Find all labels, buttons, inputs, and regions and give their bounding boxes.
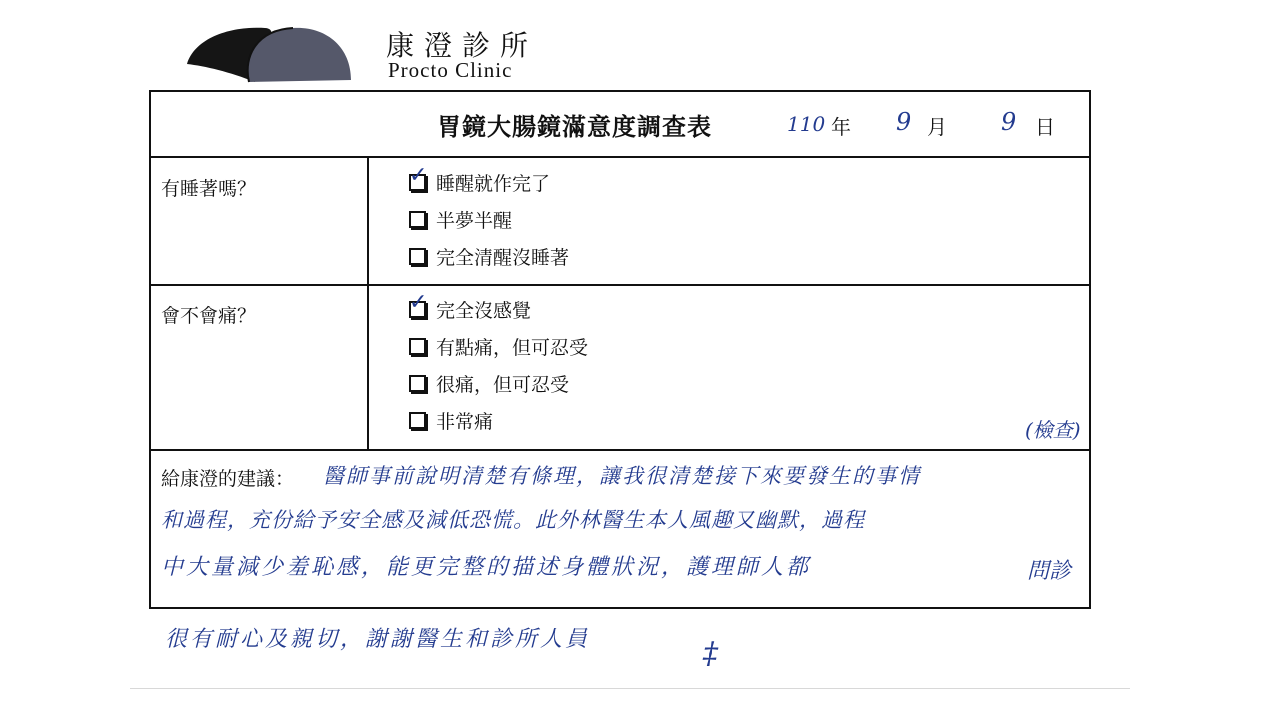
option-pain-slight[interactable] bbox=[409, 336, 588, 360]
advice-text-line: 和過程，充份給予安全感及減低恐慌。此外林醫生本人風趣又幽默，過程 bbox=[161, 508, 865, 532]
form-title-row bbox=[151, 92, 1089, 156]
handwritten-insertion: 問診 bbox=[1027, 559, 1072, 584]
option-sleep-asleep[interactable] bbox=[409, 163, 551, 196]
clinic-name-english: Procto Clinic bbox=[388, 58, 513, 82]
clinic-logo bbox=[185, 26, 355, 84]
clinic-name-chinese: 康澄診所 bbox=[386, 29, 539, 62]
date-month-label: 月 bbox=[927, 115, 947, 139]
date-day-value: 9 bbox=[1001, 108, 1017, 136]
form-title: 胃鏡大腸鏡滿意度調查表 bbox=[437, 113, 712, 141]
question-sleep-label: 有睡著嗎？ bbox=[161, 178, 257, 200]
survey-form bbox=[149, 90, 1091, 609]
checkbox-checked-icon[interactable] bbox=[409, 290, 428, 318]
date-day-label: 日 bbox=[1035, 115, 1055, 139]
advice-text-line: 很有耐心及親切，謝謝醫生和診所人員 bbox=[165, 627, 591, 652]
checkmark-icon: ✓ bbox=[409, 163, 428, 188]
checkbox-icon[interactable] bbox=[409, 338, 426, 355]
date-year-label: 年 bbox=[831, 115, 851, 139]
checkmark-icon: ✓ bbox=[409, 290, 428, 315]
date-month-value: 9 bbox=[896, 108, 912, 136]
handwritten-note: (檢查) bbox=[1025, 418, 1081, 442]
page-bottom-rule bbox=[130, 688, 1130, 689]
option-label: 完全清醒沒睡著 bbox=[436, 247, 570, 269]
option-pain-very[interactable] bbox=[409, 373, 569, 397]
option-label: 半夢半醒 bbox=[436, 210, 513, 232]
checkbox-icon[interactable] bbox=[409, 412, 426, 429]
checkbox-icon[interactable] bbox=[409, 211, 426, 228]
divider-line bbox=[151, 449, 1089, 451]
checkbox-checked-icon[interactable] bbox=[409, 163, 428, 191]
checkbox-icon[interactable] bbox=[409, 248, 426, 265]
advice-label: 給康澄的建議： bbox=[161, 468, 295, 490]
option-pain-none[interactable] bbox=[409, 290, 532, 323]
divider-line bbox=[151, 284, 1089, 286]
option-sleep-half[interactable] bbox=[409, 209, 512, 233]
divider-line bbox=[151, 156, 1089, 158]
question-pain-label: 會不會痛？ bbox=[161, 305, 257, 327]
handwritten-end-mark: ‡ bbox=[703, 636, 718, 671]
option-label: 非常痛 bbox=[436, 411, 494, 433]
advice-text-line: 醫師事前說明清楚有條理，讓我很清楚接下來要發生的事情 bbox=[323, 464, 921, 488]
option-label: 完全沒感覺 bbox=[436, 300, 532, 322]
option-pain-extreme[interactable] bbox=[409, 410, 493, 434]
column-divider bbox=[367, 156, 369, 449]
option-label: 有點痛，但可忍受 bbox=[436, 337, 589, 359]
advice-text-line: 中大量減少羞恥感，能更完整的描述身體狀況，護理師人都 bbox=[161, 555, 812, 580]
option-label: 睡醒就作完了 bbox=[436, 173, 551, 195]
date-year-value: 110 bbox=[787, 112, 826, 136]
option-label: 很痛，但可忍受 bbox=[436, 374, 570, 396]
option-sleep-awake[interactable] bbox=[409, 246, 569, 270]
checkbox-icon[interactable] bbox=[409, 375, 426, 392]
